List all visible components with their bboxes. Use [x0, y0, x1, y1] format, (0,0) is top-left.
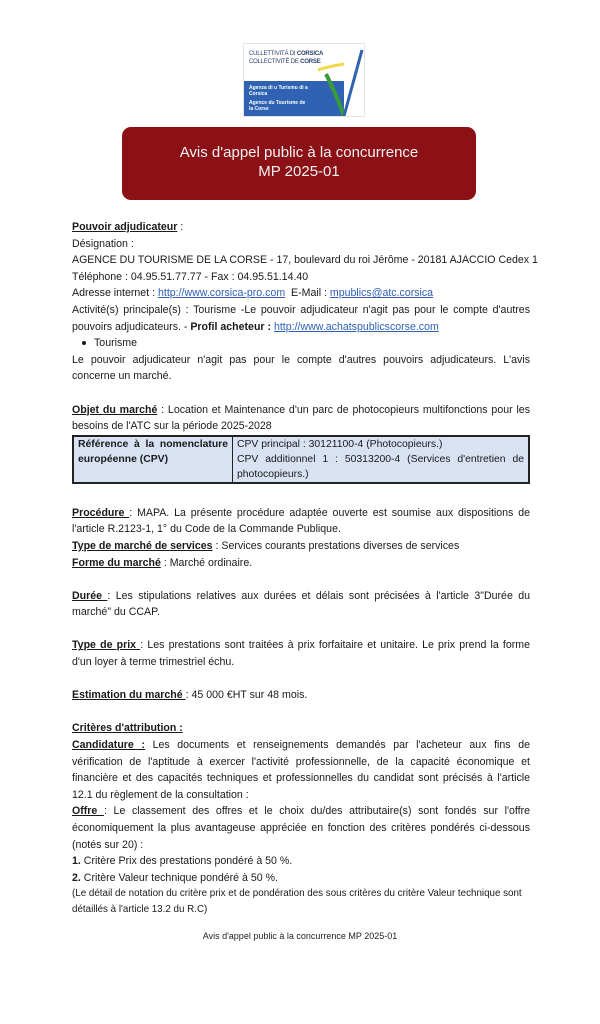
- logo-agency-corsican: Agenza di u Turismu di a Corsica: [249, 85, 308, 97]
- estimation-heading: Estimation du marché: [72, 689, 186, 702]
- criteres-heading-line: [72, 720, 530, 737]
- type-marche-heading: Type de marché de services: [72, 539, 213, 552]
- page-footer: Avis d'appel public à la concurrence MP 2025-01: [202, 931, 398, 941]
- logo-line-1: CULLETTIVITÀ DI CORSICA: [249, 51, 324, 57]
- banner-title: Avis d'appel public à la concurrence: [179, 144, 419, 161]
- critere-1: 1. Critère Prix des prestations pondéré à 50 %.: [72, 855, 293, 868]
- critere-2: 2. Critère Valeur technique pondéré à 50 %.: [72, 871, 278, 884]
- logo-line-2: COLLECTIVITÉ DE CORSE: [249, 59, 321, 65]
- cpv-principal: CPV principal : 30121100-4 (Photocopieurs.): [237, 438, 443, 450]
- candidature-heading: Candidature :: [72, 739, 145, 752]
- type-marche-line: Type de marché de services : Services courants prestations diverses de services: [72, 539, 460, 552]
- pouvoir-note: Le pouvoir adjudicateur n'agit pas pour le compte d'autres pouvoirs adjudicateurs. L'avis concerne un marché.: [72, 353, 530, 383]
- cpv-additionnel: CPV additionnel 1 : 50313200-4 (Services d'entretien de photocopieurs.): [237, 453, 524, 480]
- logo-agency-french: Agence du Tourisme de la Corse: [249, 100, 306, 112]
- collectivite-corse-logo: [243, 43, 365, 117]
- email-link[interactable]: mpublics@atc.corsica: [329, 287, 434, 300]
- logo-swoosh-icon: [244, 44, 365, 117]
- objet-heading: Objet du marché: [72, 403, 158, 416]
- profil-acheteur-link[interactable]: http://www.achatspublicscorse.com: [273, 320, 439, 333]
- offre-heading: Offre: [72, 805, 104, 818]
- activity-bullet: Tourisme: [72, 335, 530, 352]
- internet-line: Adresse internet : http://www.corsica-pro.com E-Mail : mpublics@atc.corsica: [72, 287, 434, 300]
- forme-heading: Forme du marché: [72, 556, 161, 569]
- prix-heading: Type de prix: [72, 639, 141, 652]
- website-link[interactable]: http://www.corsica-pro.com: [157, 287, 286, 300]
- pouvoir-heading: Pouvoir adjudicateur: [72, 221, 178, 233]
- criteres-detail: (Le détail de notation du critère prix et de pondération des sous critères du critère Valeur technique sont détaillés à l'article 13.2 du R.C): [72, 888, 522, 916]
- activity-line: Activité(s) principale(s) : Tourisme -Le pouvoir adjudicateur n'agit pas pour le compte d'autres pouvoirs adjudicateurs. - Profil acheteur : http://www.achatspublicscorse.com: [72, 303, 530, 333]
- prix-line: Type de prix : Les prestations sont traitées à prix forfaitaire et unitaire. Le prix prend la forme d'un loyer à terme trimestriel échu.: [72, 639, 530, 669]
- forme-line: Forme du marché : Marché ordinaire.: [72, 556, 253, 569]
- banner-reference: MP 2025-01: [258, 163, 340, 180]
- phone-fax: Téléphone : 04.95.51.77.77 - Fax : 04.95.51.14.40: [72, 270, 309, 283]
- pouvoir-heading-line: Pouvoir adjudicateur :: [72, 221, 184, 233]
- bullet-icon: [82, 341, 86, 345]
- procedure-line: Procédure : MAPA. La présente procédure adaptée ouverte est soumise aux dispositions de l'article R.2123-1, 1° du Code de la Commande Publique.: [72, 506, 530, 536]
- designation-label: Désignation :: [72, 237, 134, 250]
- candidature-line: Candidature : Les documents et renseignements demandés par l'acheteur aux fins de vérification de l'aptitude à exercer l'activité professionnelle, de la capacité économique et financière et des capacités techniques et professionnelles du candidat sont précisés à l'article 12.1 du règlement de la consultation :: [72, 739, 530, 801]
- profil-label: Profil acheteur :: [190, 320, 274, 333]
- notice-body: [72, 219, 538, 918]
- objet-line: Objet du marché : Location et Maintenance d'un parc de photocopieurs multifonctions pour les besoins de l'ATC sur la période 2025-2028: [72, 403, 530, 433]
- duree-line: Durée : Les stipulations relatives aux durées et délais sont précisées à l'article 3"Durée du marché" du CCAP.: [72, 589, 530, 619]
- cpv-table: [72, 435, 530, 484]
- procedure-heading: Procédure: [72, 506, 130, 519]
- cpv-values: [233, 436, 530, 483]
- criteres-heading: Critères d'attribution :: [72, 722, 183, 735]
- offre-line: Offre : Le classement des offres et le choix du/des attributaire(s) sont fondés sur l'offre économiquement la plus avantageuse appréciée en fonction des critères pondérés ci-dessous (notés sur 20) :: [72, 805, 530, 851]
- title-banner: [122, 127, 476, 200]
- cpv-label: Référence à la nomenclature européenne (CPV): [73, 436, 233, 483]
- agency-address: AGENCE DU TOURISME DE LA CORSE - 17, boulevard du roi Jérôme - 20181 AJACCIO Cedex 1: [72, 254, 538, 267]
- duree-heading: Durée: [72, 589, 108, 602]
- estimation-line: Estimation du marché : 45 000 €HT sur 48 mois.: [72, 689, 308, 702]
